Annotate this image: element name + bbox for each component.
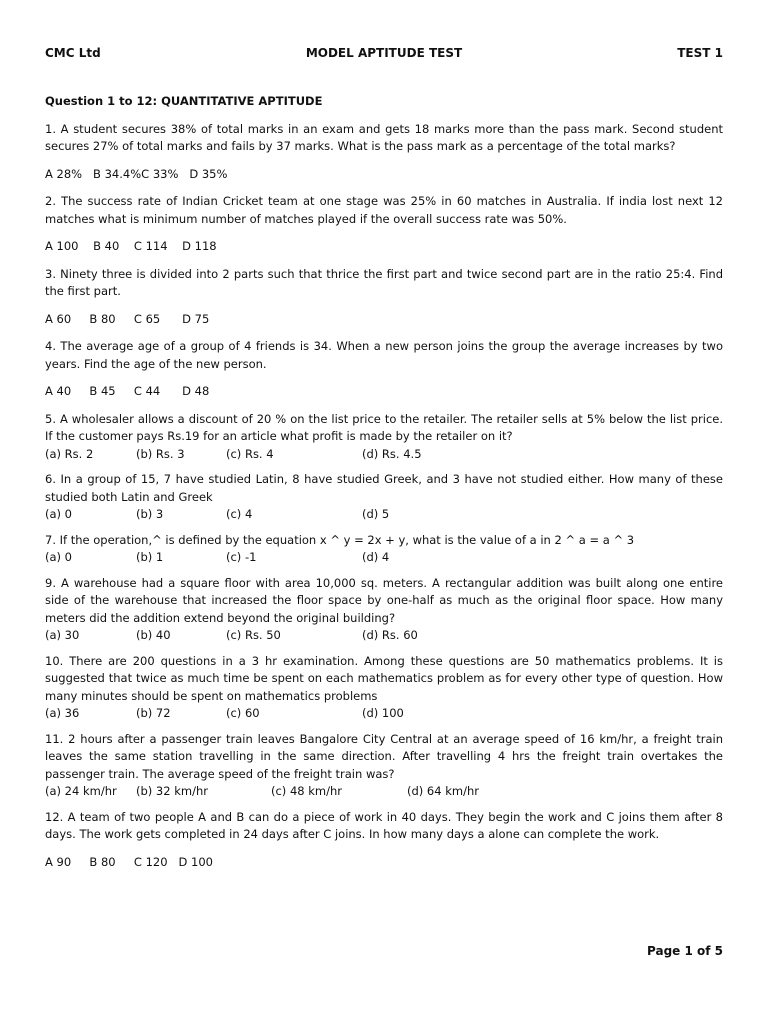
option-c: (c) Rs. 50 bbox=[226, 628, 281, 642]
answer-options bbox=[45, 506, 723, 524]
option-a: (a) Rs. 2 bbox=[45, 446, 94, 461]
answer-options: A 60 B 80 C 65 D 75 bbox=[45, 311, 210, 326]
option-b: (b) 1 bbox=[136, 550, 164, 564]
option-a: (a) 0 bbox=[45, 550, 72, 564]
section-title: Question 1 to 12: QUANTITATIVE APTITUDE bbox=[45, 94, 323, 108]
option-d: (d) 64 km/hr bbox=[407, 784, 479, 798]
question-4 bbox=[45, 338, 723, 401]
page-header bbox=[45, 46, 723, 64]
answer-options: A 28% B 34.4%C 33% D 35% bbox=[45, 166, 228, 181]
option-a: (a) 30 bbox=[45, 628, 80, 642]
test-title: MODEL APTITUDE TEST bbox=[305, 46, 463, 60]
question-6 bbox=[45, 471, 723, 524]
question-text: 1. A student secures 38% of total marks in an exam and gets 18 marks more than the pass mark. Second student secures 27% of total marks and fails by 37 marks. What is the pass mark as a percentage of the total marks? bbox=[45, 121, 723, 153]
question-text: 5. A wholesaler allows a discount of 20 % on the list price to the retailer. The retailer sells at 5% below the list price. If the customer pays Rs.19 for an article what profit is made by the retailer on it? bbox=[45, 411, 723, 443]
question-10 bbox=[45, 653, 723, 723]
question-text: 12. A team of two people A and B can do a piece of work in 40 days. They begin the work and C joins them after 8 days. The work gets completed in 24 days after C joins. In how many days a alone can complete the work. bbox=[45, 809, 723, 841]
question-text: 7. If the operation,^ is defined by the equation x ^ y = 2x + y, what is the value of a in 2 ^ a = a ^ 3 bbox=[45, 532, 635, 547]
option-b: (b) Rs. 3 bbox=[136, 446, 185, 461]
answer-options bbox=[45, 446, 723, 464]
answer-options bbox=[45, 549, 723, 567]
answer-options bbox=[45, 705, 723, 723]
answer-options: A 100 B 40 C 114 D 118 bbox=[45, 239, 217, 253]
option-d: (d) 5 bbox=[362, 507, 390, 521]
question-7 bbox=[45, 532, 723, 567]
option-c: (c) 4 bbox=[226, 507, 253, 521]
question-text: 3. Ninety three is divided into 2 parts such that thrice the first part and twice second part are in the ratio 25:4. Find the first part. bbox=[45, 266, 723, 298]
option-b: (b) 32 km/hr bbox=[136, 784, 208, 798]
option-b: (b) 40 bbox=[136, 628, 171, 642]
option-c: (c) -1 bbox=[226, 550, 257, 564]
option-d: (d) 4 bbox=[362, 550, 390, 564]
question-text: 6. In a group of 15, 7 have studied Latin, 8 have studied Greek, and 3 have not studied either. How many of these studied both Latin and Greek bbox=[45, 472, 723, 504]
option-a: (a) 36 bbox=[45, 706, 80, 720]
question-text: 9. A warehouse had a square floor with area 10,000 sq. meters. A rectangular addition was built along one entire side of the warehouse that increased the floor space by one-half as much as the original floor space. How many meters did the addition extend beyond the original building? bbox=[45, 575, 723, 625]
question-5 bbox=[45, 411, 723, 464]
option-d: (d) 100 bbox=[362, 706, 404, 720]
option-a: (a) 24 km/hr bbox=[45, 784, 117, 798]
answer-options: A 40 B 45 C 44 D 48 bbox=[45, 384, 210, 398]
question-text: 10. There are 200 questions in a 3 hr examination. Among these questions are 50 mathematics problems. It is suggested that twice as much time be spent on each mathematics problem as for every other type of question. How many minutes should be spent on mathematics problems bbox=[45, 653, 723, 703]
question-text: 4. The average age of a group of 4 friends is 34. When a new person joins the group the average increases by two years. Find the age of the new person. bbox=[45, 339, 723, 371]
answer-options bbox=[45, 783, 723, 801]
option-c: (c) 48 km/hr bbox=[271, 784, 342, 798]
option-d: (d) Rs. 4.5 bbox=[362, 446, 422, 461]
question-12 bbox=[45, 809, 723, 872]
page-number: Page 1 of 5 bbox=[647, 944, 723, 958]
question-3 bbox=[45, 266, 723, 329]
question-1 bbox=[45, 121, 723, 184]
question-11 bbox=[45, 731, 723, 801]
option-c: (c) 60 bbox=[226, 706, 260, 720]
option-c: (c) Rs. 4 bbox=[226, 446, 274, 461]
question-2 bbox=[45, 193, 723, 256]
question-list bbox=[45, 93, 723, 881]
test-number: TEST 1 bbox=[677, 46, 723, 60]
option-a: (a) 0 bbox=[45, 507, 72, 521]
answer-options bbox=[45, 627, 723, 645]
company-name: CMC Ltd bbox=[45, 46, 101, 60]
option-d: (d) Rs. 60 bbox=[362, 628, 418, 642]
question-text: 11. 2 hours after a passenger train leaves Bangalore City Central at an average speed of 16 km/hr, a freight train leaves the same station travelling in the same direction. After travelling 4 hrs the freight train overtakes the passenger train. The average speed of the freight train was? bbox=[45, 731, 723, 781]
question-9 bbox=[45, 575, 723, 645]
question-text: 2. The success rate of Indian Cricket team at one stage was 25% in 60 matches in Australia. If india lost next 12 matches what is minimum number of matches played if the overall success rate was 50%. bbox=[45, 194, 723, 226]
option-b: (b) 3 bbox=[136, 507, 164, 521]
answer-options: A 90 B 80 C 120 D 100 bbox=[45, 854, 213, 869]
option-b: (b) 72 bbox=[136, 706, 171, 720]
